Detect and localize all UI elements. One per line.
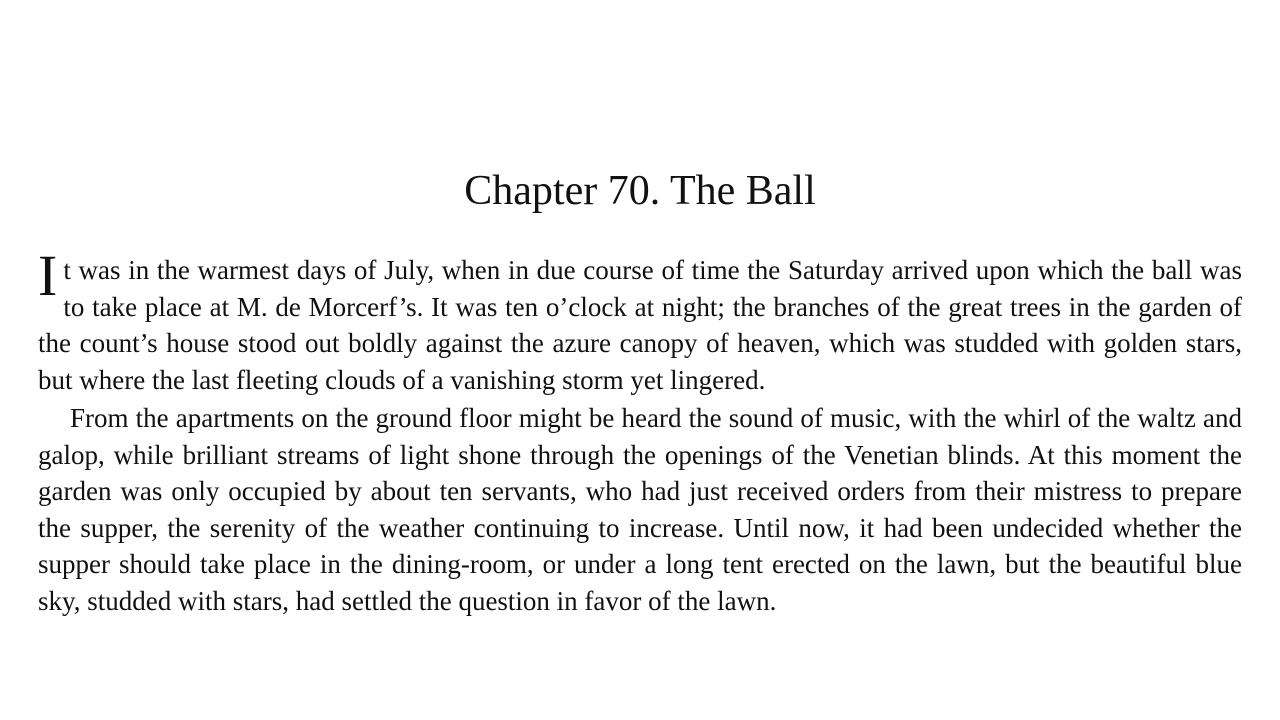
chapter-title: Chapter 70. The Ball xyxy=(464,168,816,214)
paragraph-2-text: From the apartments on the ground floor might be heard the sound of music, with the whirl of the waltz and galop, while brilliant streams of light shone through the openings of the Venetian blinds. At this moment the garden was only occupied by about ten servants, who had just received orders from their mistress to prepare the supper, the serenity of the weather continuing to increase. Until now, it had been undecided whether the supper should take place in the dining-room, or under a long tent erected on the lawn, but the beautiful blue sky, studded with stars, had settled the question in favor of the lawn. xyxy=(38,403,1242,616)
paragraph-1-text: t was in the warmest days of July, when in due course of time the Saturday arrived upon which the ball was to take place at M. de Morcerf’s. It was ten o’clock at night; the branches of the great trees in the garden of the count’s house stood out boldly against the azure canopy of heaven, which was studded with golden stars, but where the last fleeting clouds of a vanishing storm yet lingered. xyxy=(38,255,1242,395)
chapter-body xyxy=(38,243,1242,619)
paragraph-1 xyxy=(38,243,1242,398)
drop-cap-letter: I xyxy=(38,243,58,308)
paragraph-2 xyxy=(38,400,1242,619)
